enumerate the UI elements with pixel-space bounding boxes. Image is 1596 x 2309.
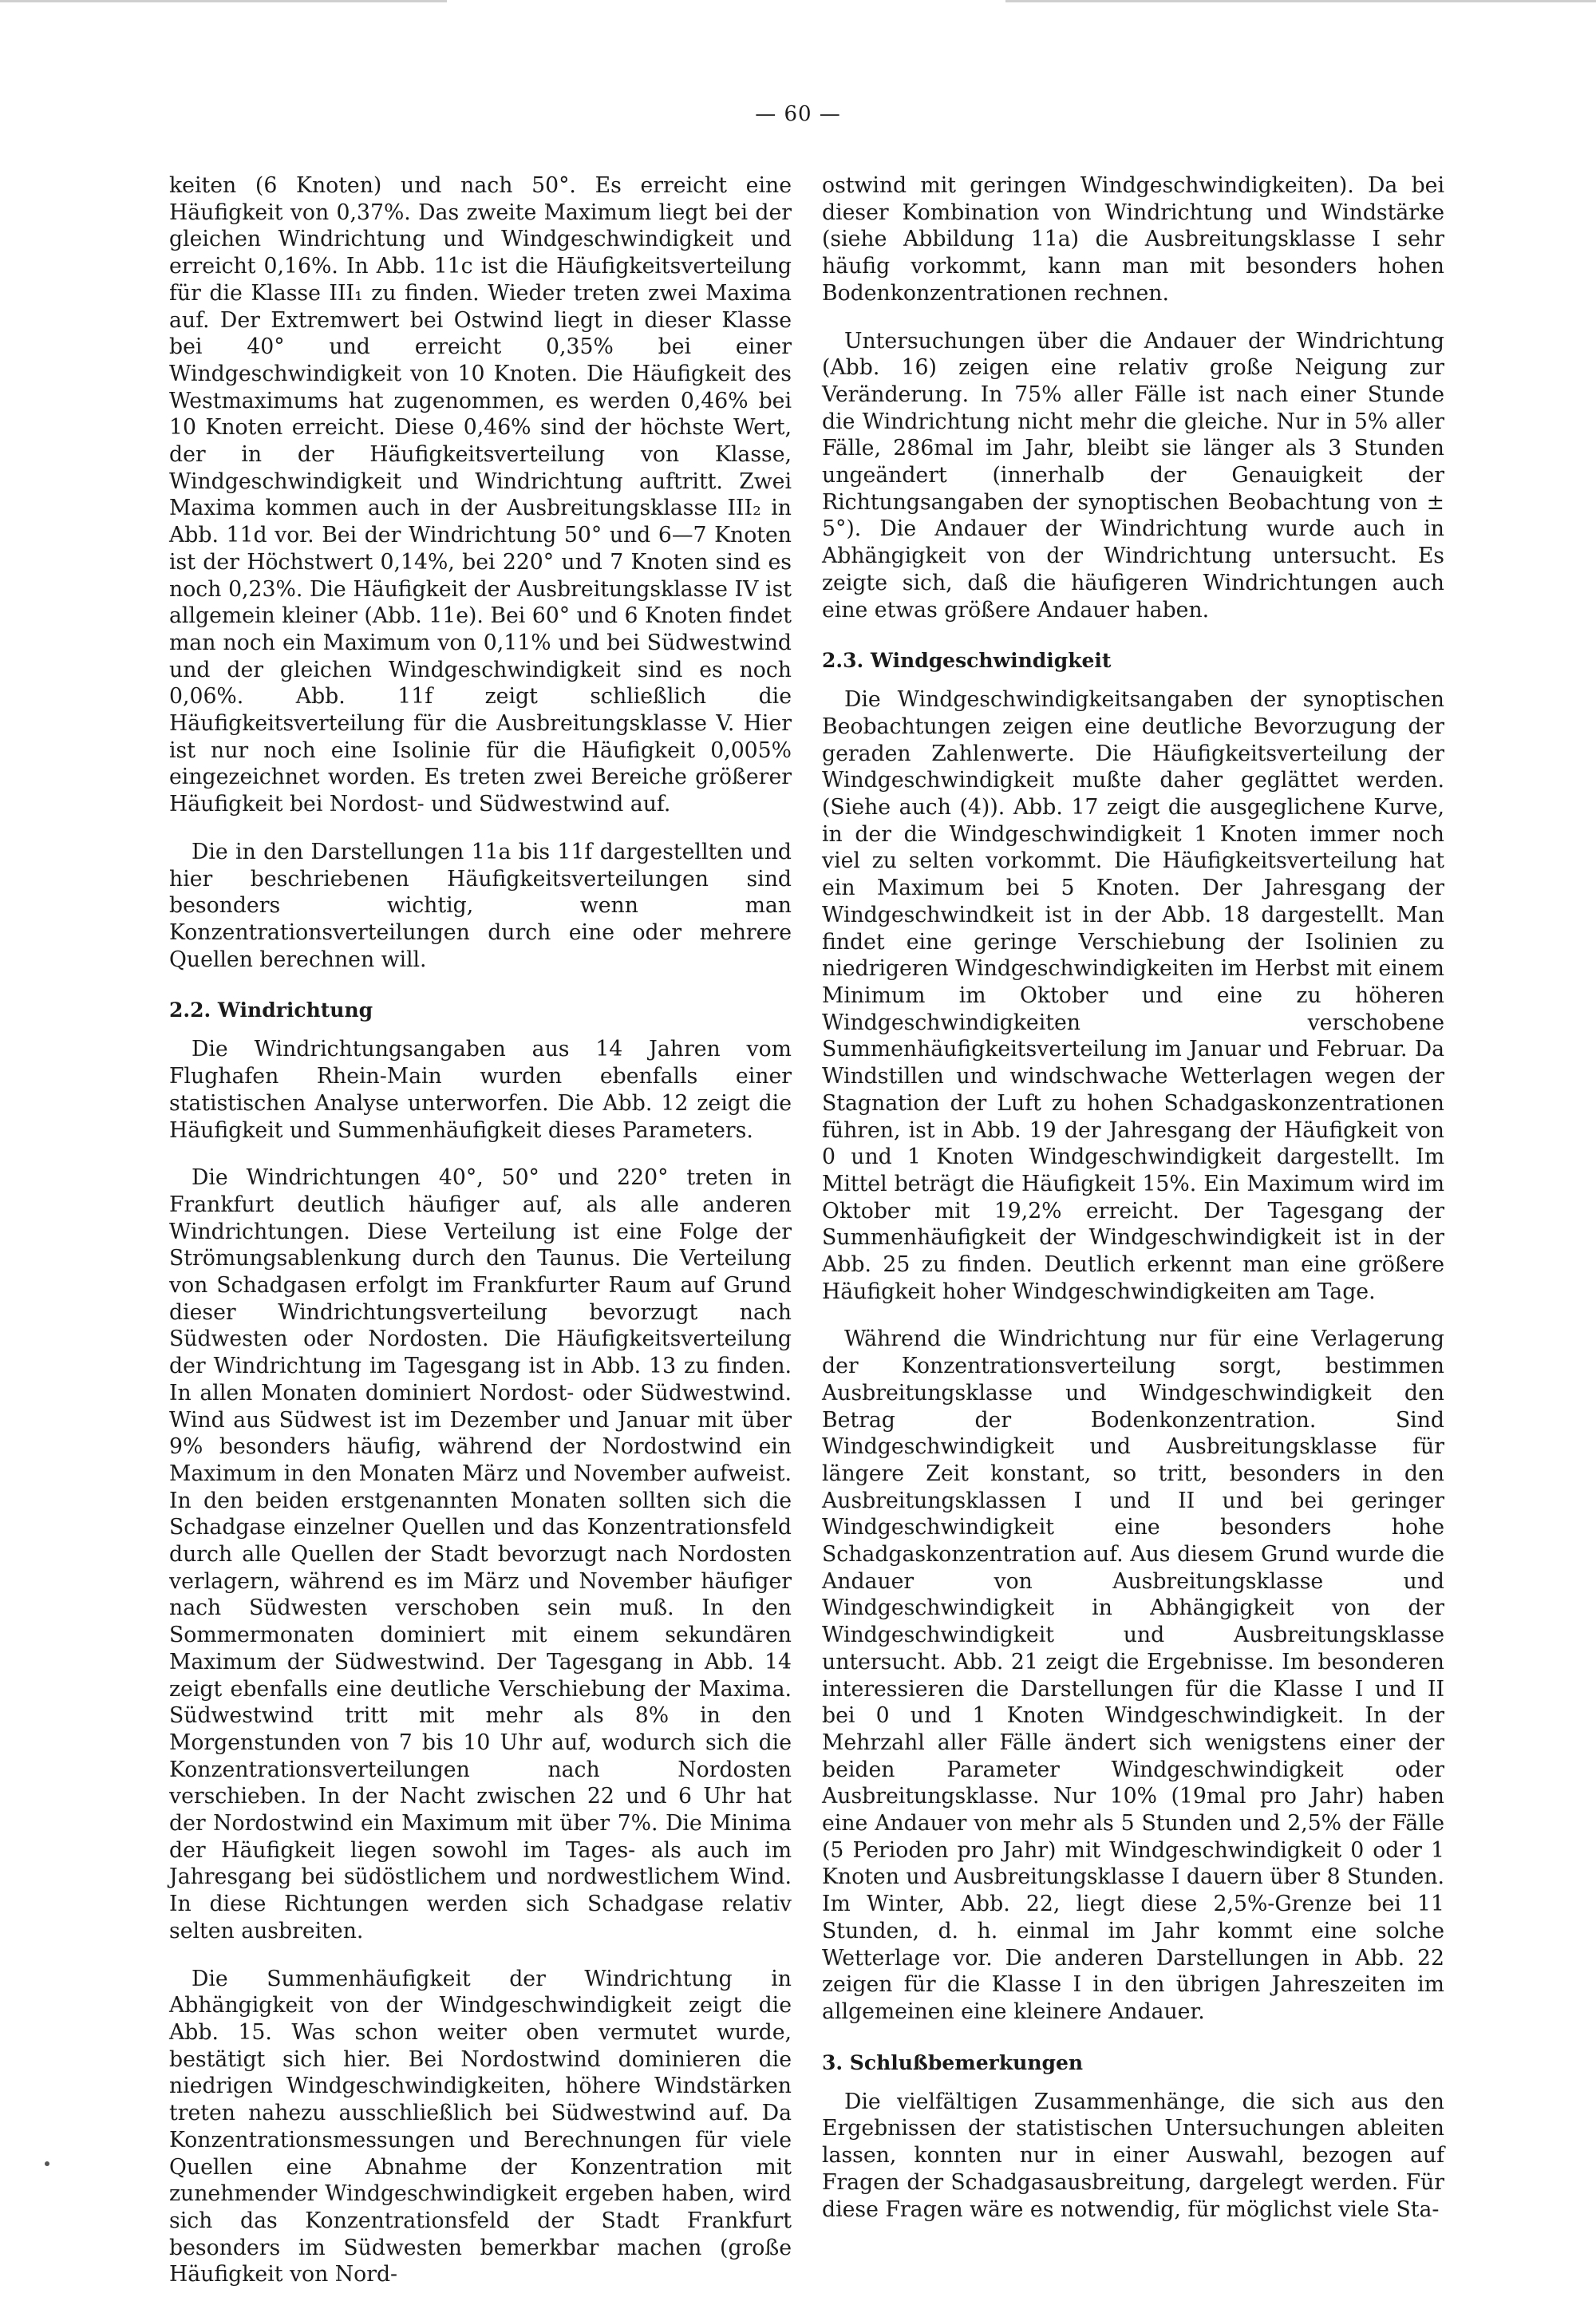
section-heading-windgeschwindigkeit: 2.3. Windgeschwindigkeit: [822, 649, 1112, 673]
page-number: — 60 —: [755, 102, 841, 126]
scan-edge-right: [1005, 0, 1596, 2]
scan-edge-left: [0, 0, 447, 2]
right-column: [822, 172, 1444, 2244]
paragraph: Die in den Darstellungen 11a bis 11f dargestellten und hier beschriebenen Häufigkeitsverteilungen sind besonders wichtig, wenn man Konzentrationsverteilungen durch eine oder mehrere Quellen berechnen will.: [169, 839, 792, 972]
section-heading-schlussbemerkungen: 3. Schlußbemerkungen: [822, 2050, 1084, 2074]
paragraph: Die vielfältigen Zusammenhänge, die sich aus den Ergebnissen der statistischen Untersuchungen ableiten lassen, konnten nur in einer Auswahl, bezogen auf Fragen der Schadgasausbreitung, dargelegt werden. Für diese Fragen wäre es notwendig, für möglichst viele Sta-: [822, 2089, 1444, 2222]
paragraph: keiten (6 Knoten) und nach 50°. Es erreicht eine Häufigkeit von 0,37%. Das zweite Maximum liegt bei der gleichen Windrichtung und Windgeschwindigkeit und erreicht 0,16%. In Abb. 11c ist die Häufigkeitsverteilung für die Klasse III₁ zu finden. Wieder treten zwei Maxima auf. Der Extremwert bei Ostwind liegt in dieser Klasse bei 40° und erreicht 0,35% bei einer Windgeschwindigkeit von 10 Knoten. Die Häufigkeit des Westmaximums hat zugenommen, es werden 0,46% bei 10 Knoten erreicht. Diese 0,46% sind der höchste Wert, der in der Häufigkeitsverteilung von Klasse, Windgeschwindigkeit und Windrichtung auftritt. Zwei Maxima kommen auch in der Ausbreitungsklasse III₂ in Abb. 11d vor. Bei der Windrichtung 50° und 6—7 Knoten ist der Höchstwert 0,14%, bei 220° und 7 Knoten sind es noch 0,23%. Die Häufigkeit der Ausbreitungsklasse IV ist allgemein kleiner (Abb. 11e). Bei 60° und 6 Knoten findet man noch ein Maximum von 0,11% und bei Südwestwind und der gleichen Windgeschwindigkeit sind es noch 0,06%. Abb. 11f zeigt schließlich die Häufigkeitsverteilung für die Ausbreitungsklasse V. Hier ist nur noch eine Isolinie für die Häufigkeit 0,005% eingezeichnet worden. Es treten zwei Bereiche größerer Häufigkeit bei Nordost- und Südwestwind auf.: [169, 173, 792, 817]
paragraph: Die Summenhäufigkeit der Windrichtung in Abhängigkeit von der Windgeschwindigkeit zeigt die Abb. 15. Was schon weiter oben vermutet wurde, bestätigt sich hier. Bei Nordostwind dominieren die niedrigen Windgeschwindigkeiten, höhere Windstärken treten nahezu ausschließlich bei Südwestwind auf. Da Konzentrationsmessungen und Berechnungen für viele Quellen eine Abnahme der Konzentration mit zunehmender Windgeschwindigkeit ergeben haben, wird sich das Konzentrationsfeld der Stadt Frankfurt besonders im Südwesten bemerkbar machen (große Häufigkeit von Nord-: [169, 1966, 792, 2287]
left-column: [169, 172, 792, 2309]
section-heading-windrichtung: 2.2. Windrichtung: [169, 998, 373, 1022]
paragraph: ostwind mit geringen Windgeschwindigkeiten). Da bei dieser Kombination von Windrichtung und Windstärke (siehe Abbildung 11a) die Ausbreitungsklasse I sehr häufig vorkommt, kann man mit besonders hohen Bodenkonzentrationen rechnen.: [822, 173, 1444, 306]
paragraph: Die Windrichtungsangaben aus 14 Jahren vom Flughafen Rhein-Main wurden ebenfalls einer statistischen Analyse unterworfen. Die Abb. 12 zeigt die Häufigkeit und Summenhäufigkeit dieses Parameters.: [169, 1037, 792, 1143]
paragraph: Untersuchungen über die Andauer der Windrichtung (Abb. 16) zeigen eine relativ große Neigung zur Veränderung. In 75% aller Fälle ist nach einer Stunde die Windrichtung nicht mehr die gleiche. Nur in 5% aller Fälle, 286mal im Jahr, bleibt sie länger als 3 Stunden ungeändert (innerhalb der Genauigkeit der Richtungsangaben der synoptischen Beobachtung von ± 5°). Die Andauer der Windrichtung wurde auch in Abhängigkeit von der Windrichtung untersucht. Es zeigte sich, daß die häufigeren Windrichtungen auch eine etwas größere Andauer haben.: [822, 328, 1444, 623]
paragraph: Während die Windrichtung nur für eine Verlagerung der Konzentrationsverteilung sorgt, bestimmen Ausbreitungsklasse und Windgeschwindigkeit den Betrag der Bodenkonzentration. Sind Windgeschwindigkeit und Ausbreitungsklasse für längere Zeit konstant, so tritt, besonders in den Ausbreitungsklassen I und II und bei geringer Windgeschwindigkeit eine besonders hohe Schadgaskonzentration auf. Aus diesem Grund wurde die Andauer von Ausbreitungsklasse und Windgeschwindigkeit in Abhängigkeit von der Windgeschwindigkeit und Ausbreitungsklasse untersucht. Abb. 21 zeigt die Ergebnisse. Im besonderen interessieren die Darstellungen für die Klasse I und II bei 0 und 1 Knoten Windgeschwindigkeit. In der Mehrzahl aller Fälle ändert sich wenigstens einer der beiden Parameter Windgeschwindigkeit oder Ausbreitungsklasse. Nur 10% (19mal pro Jahr) haben eine Andauer von mehr als 5 Stunden und 2,5% der Fälle (5 Perioden pro Jahr) mit Windgeschwindigkeit 0 oder 1 Knoten und Ausbreitungsklasse I dauern über 8 Stunden. Im Winter, Abb. 22, liegt diese 2,5%-Grenze bei 11 Stunden, d. h. einmal im Jahr kommt eine solche Wetterlage vor. Die anderen Darstellungen in Abb. 22 zeigen für die Klasse I in den übrigen Jahreszeiten im allgemeinen eine kleinere Andauer.: [822, 1326, 1444, 2024]
scan-smudge: [45, 2161, 49, 2166]
paragraph: Die Windgeschwindigkeitsangaben der synoptischen Beobachtungen zeigen eine deutliche Bevorzugung der geraden Zahlenwerte. Die Häufigkeitsverteilung der Windgeschwindigkeit mußte daher geglättet werden. (Siehe auch (4)). Abb. 17 zeigt die ausgeglichene Kurve, in der die Windgeschwindigkeit 1 Knoten immer noch viel zu selten vorkommt. Die Häufigkeitsverteilung hat ein Maximum bei 5 Knoten. Der Jahresgang der Windgeschwindkeit ist in der Abb. 18 dargestellt. Man findet eine geringe Verschiebung der Isolinien zu niedrigeren Windgeschwindigkeiten im Herbst mit einem Minimum im Oktober und eine zu höheren Windgeschwindigkeiten verschobene Summenhäufigkeitsverteilung im Januar und Februar. Da Windstillen und windschwache Wetterlagen wegen der Stagnation der Luft zu hohen Schadgaskonzentrationen führen, ist in Abb. 19 der Jahresgang der Häufigkeit von 0 und 1 Knoten Windgeschwindigkeit dargestellt. Im Mittel beträgt die Häufigkeit 15%. Ein Maximum wird im Oktober mit 19,2% erreicht. Der Tagesgang der Summenhäufigkeit der Windgeschwindigkeit ist in der Abb. 25 zu finden. Deutlich erkennt man eine größere Häufigkeit hoher Windgeschwindigkeiten am Tage.: [822, 687, 1444, 1304]
paragraph: Die Windrichtungen 40°, 50° und 220° treten in Frankfurt deutlich häufiger auf, als alle anderen Windrichtungen. Diese Verteilung ist eine Folge der Strömungsablenkung durch den Taunus. Die Verteilung von Schadgasen erfolgt im Frankfurter Raum auf Grund dieser Windrichtungsverteilung bevorzugt nach Südwesten oder Nordosten. Die Häufigkeitsverteilung der Windrichtung im Tagesgang ist in Abb. 13 zu finden. In allen Monaten dominiert Nordost- oder Südwestwind. Wind aus Südwest ist im Dezember und Januar mit über 9% besonders häufig, während der Nordostwind ein Maximum in den Monaten März und November aufweist. In den beiden erstgenannten Monaten sollten sich die Schadgase einzelner Quellen und das Konzentrationsfeld durch alle Quellen der Stadt bevorzugt nach Nordosten verlagern, während es im März und November häufiger nach Südwesten verschoben sein muß. In den Sommermonaten dominiert mit einem sekundären Maximum der Südwestwind. Der Tagesgang in Abb. 14 zeigt ebenfalls eine deutliche Verschiebung der Maxima. Südwestwind tritt mit mehr als 8% in den Morgenstunden von 7 bis 10 Uhr auf, wodurch sich die Konzentrationsverteilungen nach Nordosten verschieben. In der Nacht zwischen 22 und 6 Uhr hat der Nordostwind ein Maximum mit über 7%. Die Minima der Häufigkeit liegen sowohl im Tages- als auch im Jahresgang bei südöstlichem und nordwestlichem Wind. In diese Richtungen werden sich Schadgase relativ selten ausbreiten.: [169, 1165, 792, 1943]
